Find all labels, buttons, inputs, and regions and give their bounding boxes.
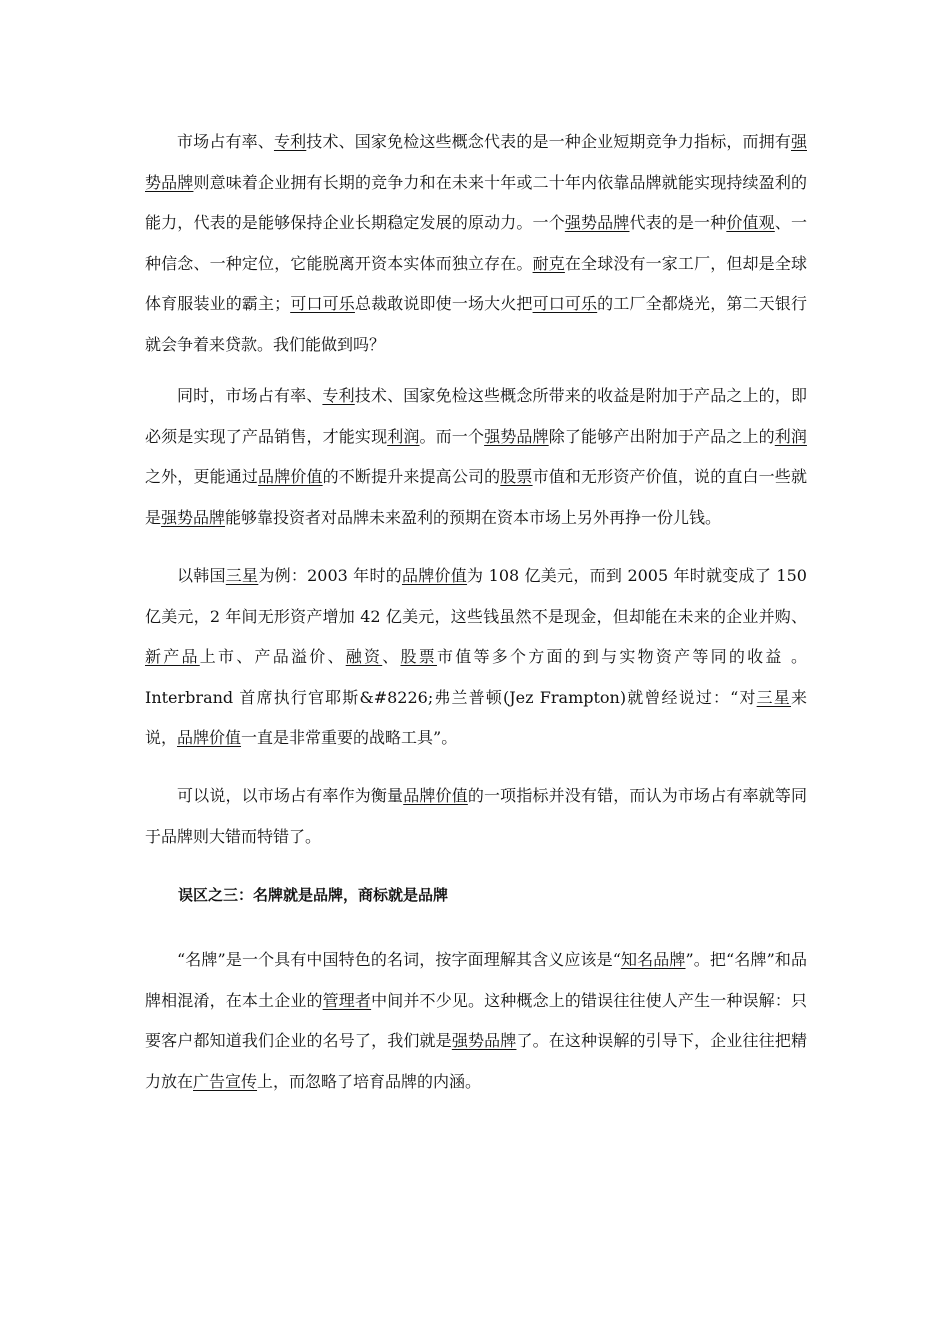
hyperlink-耐克[interactable]: 耐克 (532, 253, 565, 273)
hyperlink-三星[interactable]: 三星 (756, 687, 791, 707)
text-segment: 能够靠投资者对品牌未来盈利的预期在资本市场上另外再挣一份儿钱。 (225, 507, 722, 527)
paragraph-1 (145, 122, 807, 365)
text-segment: 可以说，以市场占有率作为衡量 (177, 786, 404, 805)
text-segment: 在全球没有一家工厂，但却是全球体育服装业的霸主； (145, 253, 807, 313)
text-segment: 上市、产品溢价、 (199, 647, 346, 666)
hyperlink-利润[interactable]: 利润 (774, 426, 807, 446)
text-segment: 。而一个 (419, 426, 485, 446)
hyperlink-知名品牌[interactable]: 知名品牌 (620, 950, 686, 969)
text-segment: 为 108 亿美元，而到 2005 年时就变成了 150 亿美元，2 年间无形资产增加 42 亿美元，这些钱虽然不是现金，但却能在未来的企业并购、 (145, 566, 807, 626)
hyperlink-品牌价值[interactable]: 品牌价值 (177, 728, 242, 747)
text-segment: 上，而忽略了培育品牌的内涵。 (257, 1071, 482, 1091)
text-segment: 市值和无形资产价值，说的直白一些就是 (145, 467, 807, 527)
text-segment: 的一项指标并没有错，而认为市场占有率就等同于品牌则大错而特错了。 (145, 786, 807, 846)
text-segment: 一直是非常重要的战略工具”。 (241, 728, 458, 747)
hyperlink-品牌价值[interactable]: 品牌价值 (401, 566, 468, 585)
hyperlink-价值观[interactable]: 价值观 (726, 213, 775, 232)
hyperlink-专利[interactable]: 专利 (322, 386, 355, 405)
text-segment: 中间并不少见。这种概念上的错误往往使人产生一种误解：只要客户都知道我们企业的名号了，我们就是 (145, 990, 807, 1050)
text-segment: 的工厂全都烧光，第二天银行就会争着来贷款。我们能做到吗？ (145, 294, 807, 354)
hyperlink-新产品[interactable]: 新产品 (145, 647, 200, 666)
text-segment: 为例：2003 年时的 (258, 566, 402, 585)
text-segment: 市场占有率、 (177, 132, 274, 151)
text-segment: ”。把“名牌”和品牌相混淆，在本土企业的 (145, 950, 807, 1010)
hyperlink-专利[interactable]: 专利 (273, 132, 307, 151)
hyperlink-强势品牌[interactable]: 强势品牌 (484, 426, 549, 446)
text-segment: 技术、国家免检这些概念所带来的收益是附加于产品之上的，即必须是实现了产品销售，才能实现 (145, 386, 807, 446)
hyperlink-可口可乐[interactable]: 可口可乐 (532, 294, 598, 313)
text-segment: 的不断提升来提高公司的 (322, 467, 501, 486)
paragraph-2 (145, 376, 807, 538)
hyperlink-股票[interactable]: 股票 (500, 467, 533, 486)
text-segment: 代表的是一种 (629, 213, 727, 232)
text-segment: 之外，更能通过 (145, 467, 259, 486)
text-segment: 了。在这种误解的引导下，企业往往把精力放在 (145, 1031, 807, 1091)
text-segment: 、 (382, 647, 401, 666)
section-heading: 误区之三：名牌就是品牌，商标就是品牌 (178, 886, 449, 904)
hyperlink-可口可乐[interactable]: 可口可乐 (290, 294, 355, 313)
hyperlink-强势品牌[interactable]: 强势品牌 (451, 1031, 517, 1050)
hyperlink-强势品牌[interactable]: 强势品牌 (564, 213, 630, 232)
hyperlink-品牌价值[interactable]: 品牌价值 (403, 786, 468, 805)
paragraph-3 (145, 556, 807, 759)
hyperlink-强势品牌[interactable]: 强势品牌 (145, 132, 807, 192)
hyperlink-融资[interactable]: 融资 (345, 647, 383, 666)
text-segment: 除了能够产出附加于产品之上的 (548, 426, 775, 446)
text-segment: 以韩国 (177, 566, 226, 585)
text-segment: 总裁敢说即使一场大火把 (354, 294, 533, 313)
hyperlink-广告宣传[interactable]: 广告宣传 (193, 1071, 258, 1091)
text-segment: “名牌”是一个具有中国特色的名词，按字面理解其含义应该是“ (177, 950, 621, 969)
hyperlink-三星[interactable]: 三星 (225, 566, 259, 585)
text-segment: 、一种信念、一种定位，它能脱离开资本实体而独立存在。 (145, 213, 807, 273)
hyperlink-管理者[interactable]: 管理者 (322, 990, 372, 1010)
paragraph-4 (145, 776, 807, 857)
text-segment: 市值等多个方面的到与实物资产等同的收益 。Interbrand 首席执行官耶斯&#8226;弗兰普顿(Jez Frampton)就曾经说过：“对 (145, 647, 807, 707)
text-segment: 则意味着企业拥有长期的竞争力和在未来十年或二十年内依靠品牌就能实现持续盈利的能力，代表的是能够保持企业长期稳定发展的原动力。一个 (145, 172, 807, 232)
text-segment: 同时，市场占有率、 (177, 386, 323, 405)
hyperlink-品牌价值[interactable]: 品牌价值 (258, 467, 323, 486)
hyperlink-强势品牌[interactable]: 强势品牌 (161, 507, 226, 527)
paragraph-5 (145, 940, 807, 1102)
text-segment: 技术、国家免检这些概念代表的是一种企业短期竞争力指标，而拥有 (306, 132, 791, 151)
text-segment: 来说， (145, 687, 807, 747)
hyperlink-利润[interactable]: 利润 (387, 426, 420, 446)
hyperlink-股票[interactable]: 股票 (400, 647, 437, 666)
